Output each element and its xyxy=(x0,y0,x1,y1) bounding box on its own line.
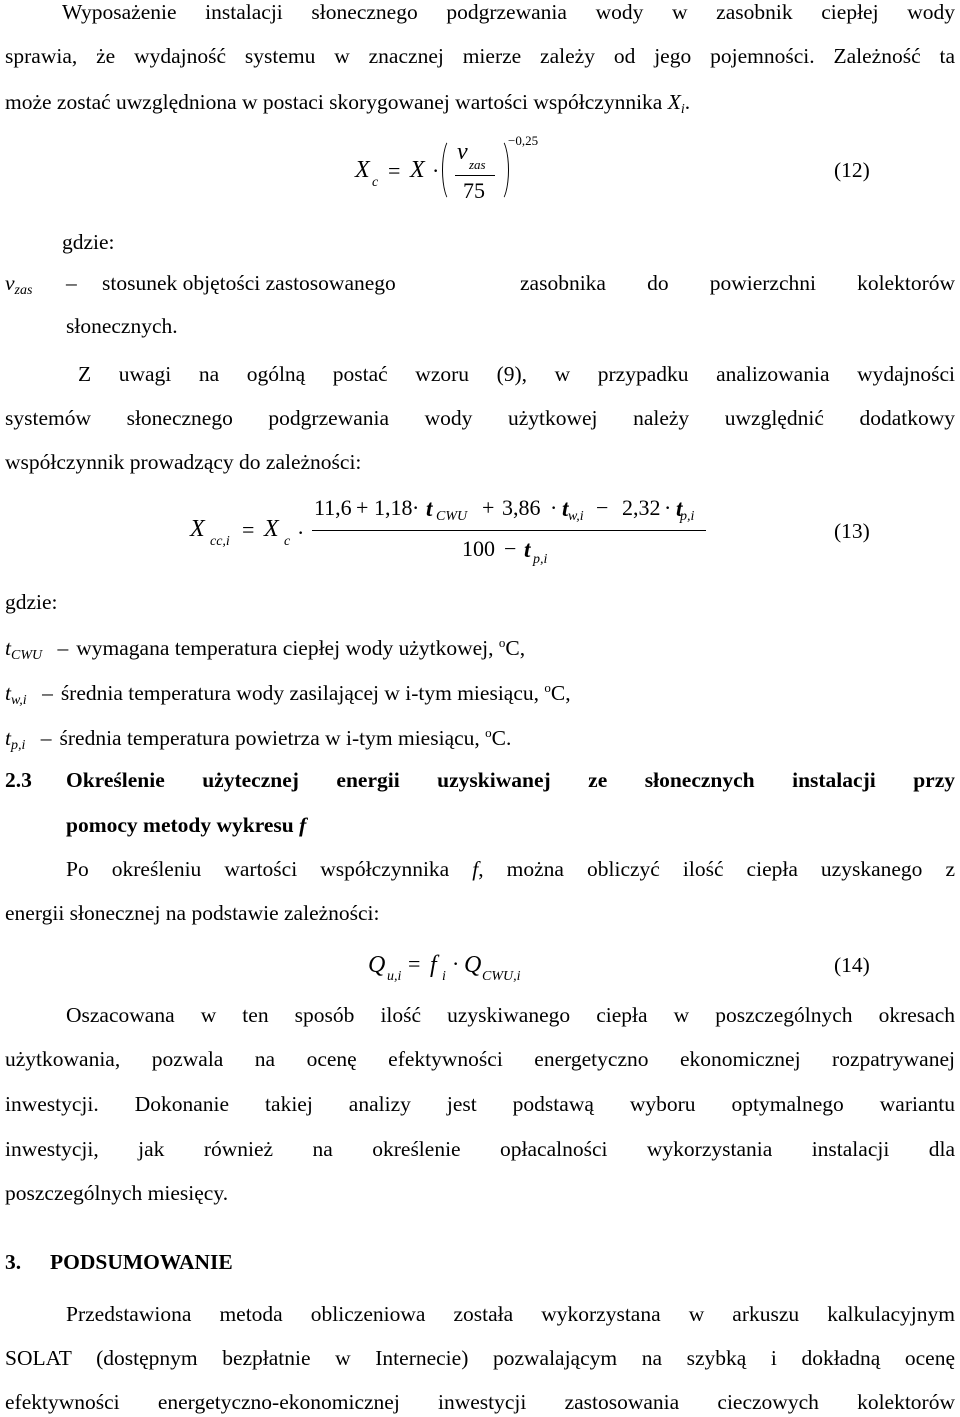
eq14-f: f xyxy=(430,952,437,978)
eq13-num-t1-sub: CWU xyxy=(436,509,468,524)
eq13-num-plus1: + xyxy=(356,495,369,520)
eq13-num-c: 3,86 xyxy=(502,495,541,520)
symbol-t: t xyxy=(5,681,11,706)
section3-title: PODSUMOWANIE xyxy=(50,1250,233,1274)
para4-line4: inwestycji, jak również na określenie opłacalności wykorzystania instalacji dla xyxy=(5,1137,955,1161)
eq13-num-d: 2,32 xyxy=(622,495,661,520)
eq13-rhs: X xyxy=(264,516,279,542)
para2-line2: systemów słonecznego podgrzewania wody użytkowej należy uwzględnić dodatkowy xyxy=(5,406,955,430)
para1-line2: sprawia, że wydajność systemu w znacznej mierze zależy od jego pojemności. Zależność ta xyxy=(5,44,955,68)
eq13-dot: · xyxy=(297,520,305,545)
eq13-num-t2: t xyxy=(562,496,569,521)
eq13-equals: = xyxy=(242,517,255,542)
where2-label: gdzie: xyxy=(5,590,58,614)
eq13-num-b: 1,18 xyxy=(374,495,413,520)
eq12-lhs: X xyxy=(355,157,370,183)
symbol-x-sub: i xyxy=(680,102,685,117)
where1-desc-a: stosunek objętości zastosowanego xyxy=(102,271,396,295)
eq14-lhs: Q xyxy=(368,952,386,978)
para4-line3: inwestycji. Dokonanie takiej analizy jest podstawą wyboru optymalnego wariantu xyxy=(5,1092,955,1116)
eq13-den-minus: − xyxy=(504,536,517,561)
symbol-t: t xyxy=(5,726,11,751)
symbol-sub: p,i xyxy=(10,738,26,754)
period: . xyxy=(684,90,691,114)
eq13-fraction-bar xyxy=(312,530,706,531)
eq13-num-t3-sub: p,i xyxy=(680,509,695,524)
where2-item-tpi xyxy=(5,725,955,754)
description: wymagana temperatura ciepłej wody użytkowej, xyxy=(76,636,499,661)
eq13-num-dot3: · xyxy=(664,495,672,520)
eq12-denominator: 75 xyxy=(463,178,485,203)
para2-line1: Z uwagi na ogólną postać wzoru (9), w przypadku analizowania wydajności xyxy=(78,362,955,386)
eq13-lhs: X xyxy=(190,516,205,542)
eq13-num-minus: − xyxy=(596,495,609,520)
description: średnia temperatura wody zasilającej w i-tym miesiącu, xyxy=(60,681,545,706)
eq13-number: (13) xyxy=(834,519,870,543)
eq14-equals: = xyxy=(408,951,421,976)
section23-title-line1: Określenie użytecznej energii uzyskiwanej ze słonecznych instalacji przy xyxy=(66,768,955,792)
para1-line3-text: może zostać uwzględniona w postaci skorygowanej wartości współczynnika xyxy=(5,90,668,114)
where2-item-twi xyxy=(5,680,955,709)
para3-text-b: , można obliczyć ilość ciepła uzyskanego z xyxy=(478,857,955,881)
eq13-num-t1: t xyxy=(426,496,433,521)
eq12-rhs: X xyxy=(410,157,425,183)
unit: C, xyxy=(550,681,571,706)
degree: o xyxy=(485,725,492,740)
symbol-f: f xyxy=(472,857,479,881)
eq12-dot: · xyxy=(432,158,440,183)
eq14-dot: · xyxy=(452,951,460,976)
eq14-lhs-sub: u,i xyxy=(387,969,402,984)
symbol-v-sub: zas xyxy=(14,283,33,298)
eq13-num-a: 11,6 xyxy=(314,495,352,520)
symbol-v: v xyxy=(5,271,15,295)
eq13-num-dot1: · xyxy=(412,495,420,520)
degree: o xyxy=(498,635,506,650)
dash: – xyxy=(40,726,52,751)
para2-line3: współczynnik prowadzący do zależności: xyxy=(5,450,362,474)
where1-dash: – xyxy=(66,271,77,295)
symbol-sub: CWU xyxy=(10,648,43,664)
eq12-exponent: −0,25 xyxy=(508,133,539,148)
eq12-fraction-bar xyxy=(455,175,495,176)
where2-item-tcwu xyxy=(5,635,955,664)
eq12-right-paren xyxy=(490,138,509,202)
where1-label: gdzie: xyxy=(62,230,115,254)
eq13-num-plus2: + xyxy=(482,495,495,520)
description: średnia temperatura powietrza w i-tym miesiącu, xyxy=(59,726,486,751)
eq13-num-t3: t xyxy=(676,496,683,521)
eq13-rhs-sub: c xyxy=(284,534,291,549)
degree: o xyxy=(544,680,551,695)
eq14-q-sub: CWU,i xyxy=(482,969,521,984)
eq14-q: Q xyxy=(464,952,482,978)
eq12-equals: = xyxy=(388,158,401,183)
eq12-numerator: v xyxy=(457,139,468,165)
dash: – xyxy=(42,681,53,706)
eq13-lhs-sub: cc,i xyxy=(210,534,230,549)
para5-line3: efektywności energetyczno-ekonomicznej inwestycji zastosowania cieczowych kolektorów xyxy=(5,1390,955,1414)
section3-number: 3. xyxy=(5,1250,22,1274)
eq12-numerator-sub: zas xyxy=(469,157,486,172)
symbol-t: t xyxy=(5,636,11,661)
para3-line1 xyxy=(66,859,955,881)
para4-line2: użytkowania, pozwala na ocenę efektywności energetyczno ekonomicznej rozpatrywanej xyxy=(5,1047,955,1071)
eq13-den-t: t xyxy=(524,537,531,562)
para3-text-a: Po określeniu wartości współczynnika xyxy=(66,857,473,881)
where1-symbol xyxy=(5,271,65,298)
para3-line2: energii słonecznej na podstawie zależności: xyxy=(5,901,380,925)
para1-line1: Wyposażenie instalacji słonecznego podgrzewania wody w zasobnik ciepłej wody xyxy=(62,0,955,24)
section23-title-line2 xyxy=(66,815,766,837)
symbol-f: f xyxy=(299,813,307,837)
symbol-sub: w,i xyxy=(10,693,27,709)
symbol-x: X xyxy=(667,90,681,114)
para5-line1: Przedstawiona metoda obliczeniowa została wykorzystana w arkuszu kalkulacyjnym xyxy=(66,1302,955,1326)
dash: – xyxy=(57,636,69,661)
eq14-number: (14) xyxy=(834,953,870,977)
para5-line2: SOLAT (dostępnym bezpłatnie w Internecie) pozwalającym na szybką i dokładną ocenę xyxy=(5,1346,955,1370)
eq13-den-a: 100 xyxy=(462,536,495,561)
para4-line1: Oszacowana w ten sposób ilość uzyskiwanego ciepła w poszczególnych okresach xyxy=(66,1003,955,1027)
eq13-num-dot2: · xyxy=(550,495,558,520)
eq12-lhs-sub: c xyxy=(372,175,379,190)
where1-desc-c: słonecznych. xyxy=(66,314,178,338)
section23-title-text: pomocy metody wykresu xyxy=(66,813,300,837)
unit: C. xyxy=(491,726,512,751)
section23-number: 2.3 xyxy=(5,768,32,792)
eq14-f-sub: i xyxy=(442,969,446,984)
eq13-den-t-sub: p,i xyxy=(533,552,548,567)
eq13-num-t2-sub: w,i xyxy=(568,509,584,524)
unit: C, xyxy=(505,636,526,661)
para1-line3 xyxy=(5,90,955,117)
eq12-number: (12) xyxy=(834,158,870,182)
where1-desc-b: zasobnika do powierzchni kolektorów xyxy=(520,271,955,295)
para4-line5: poszczególnych miesięcy. xyxy=(5,1181,229,1205)
